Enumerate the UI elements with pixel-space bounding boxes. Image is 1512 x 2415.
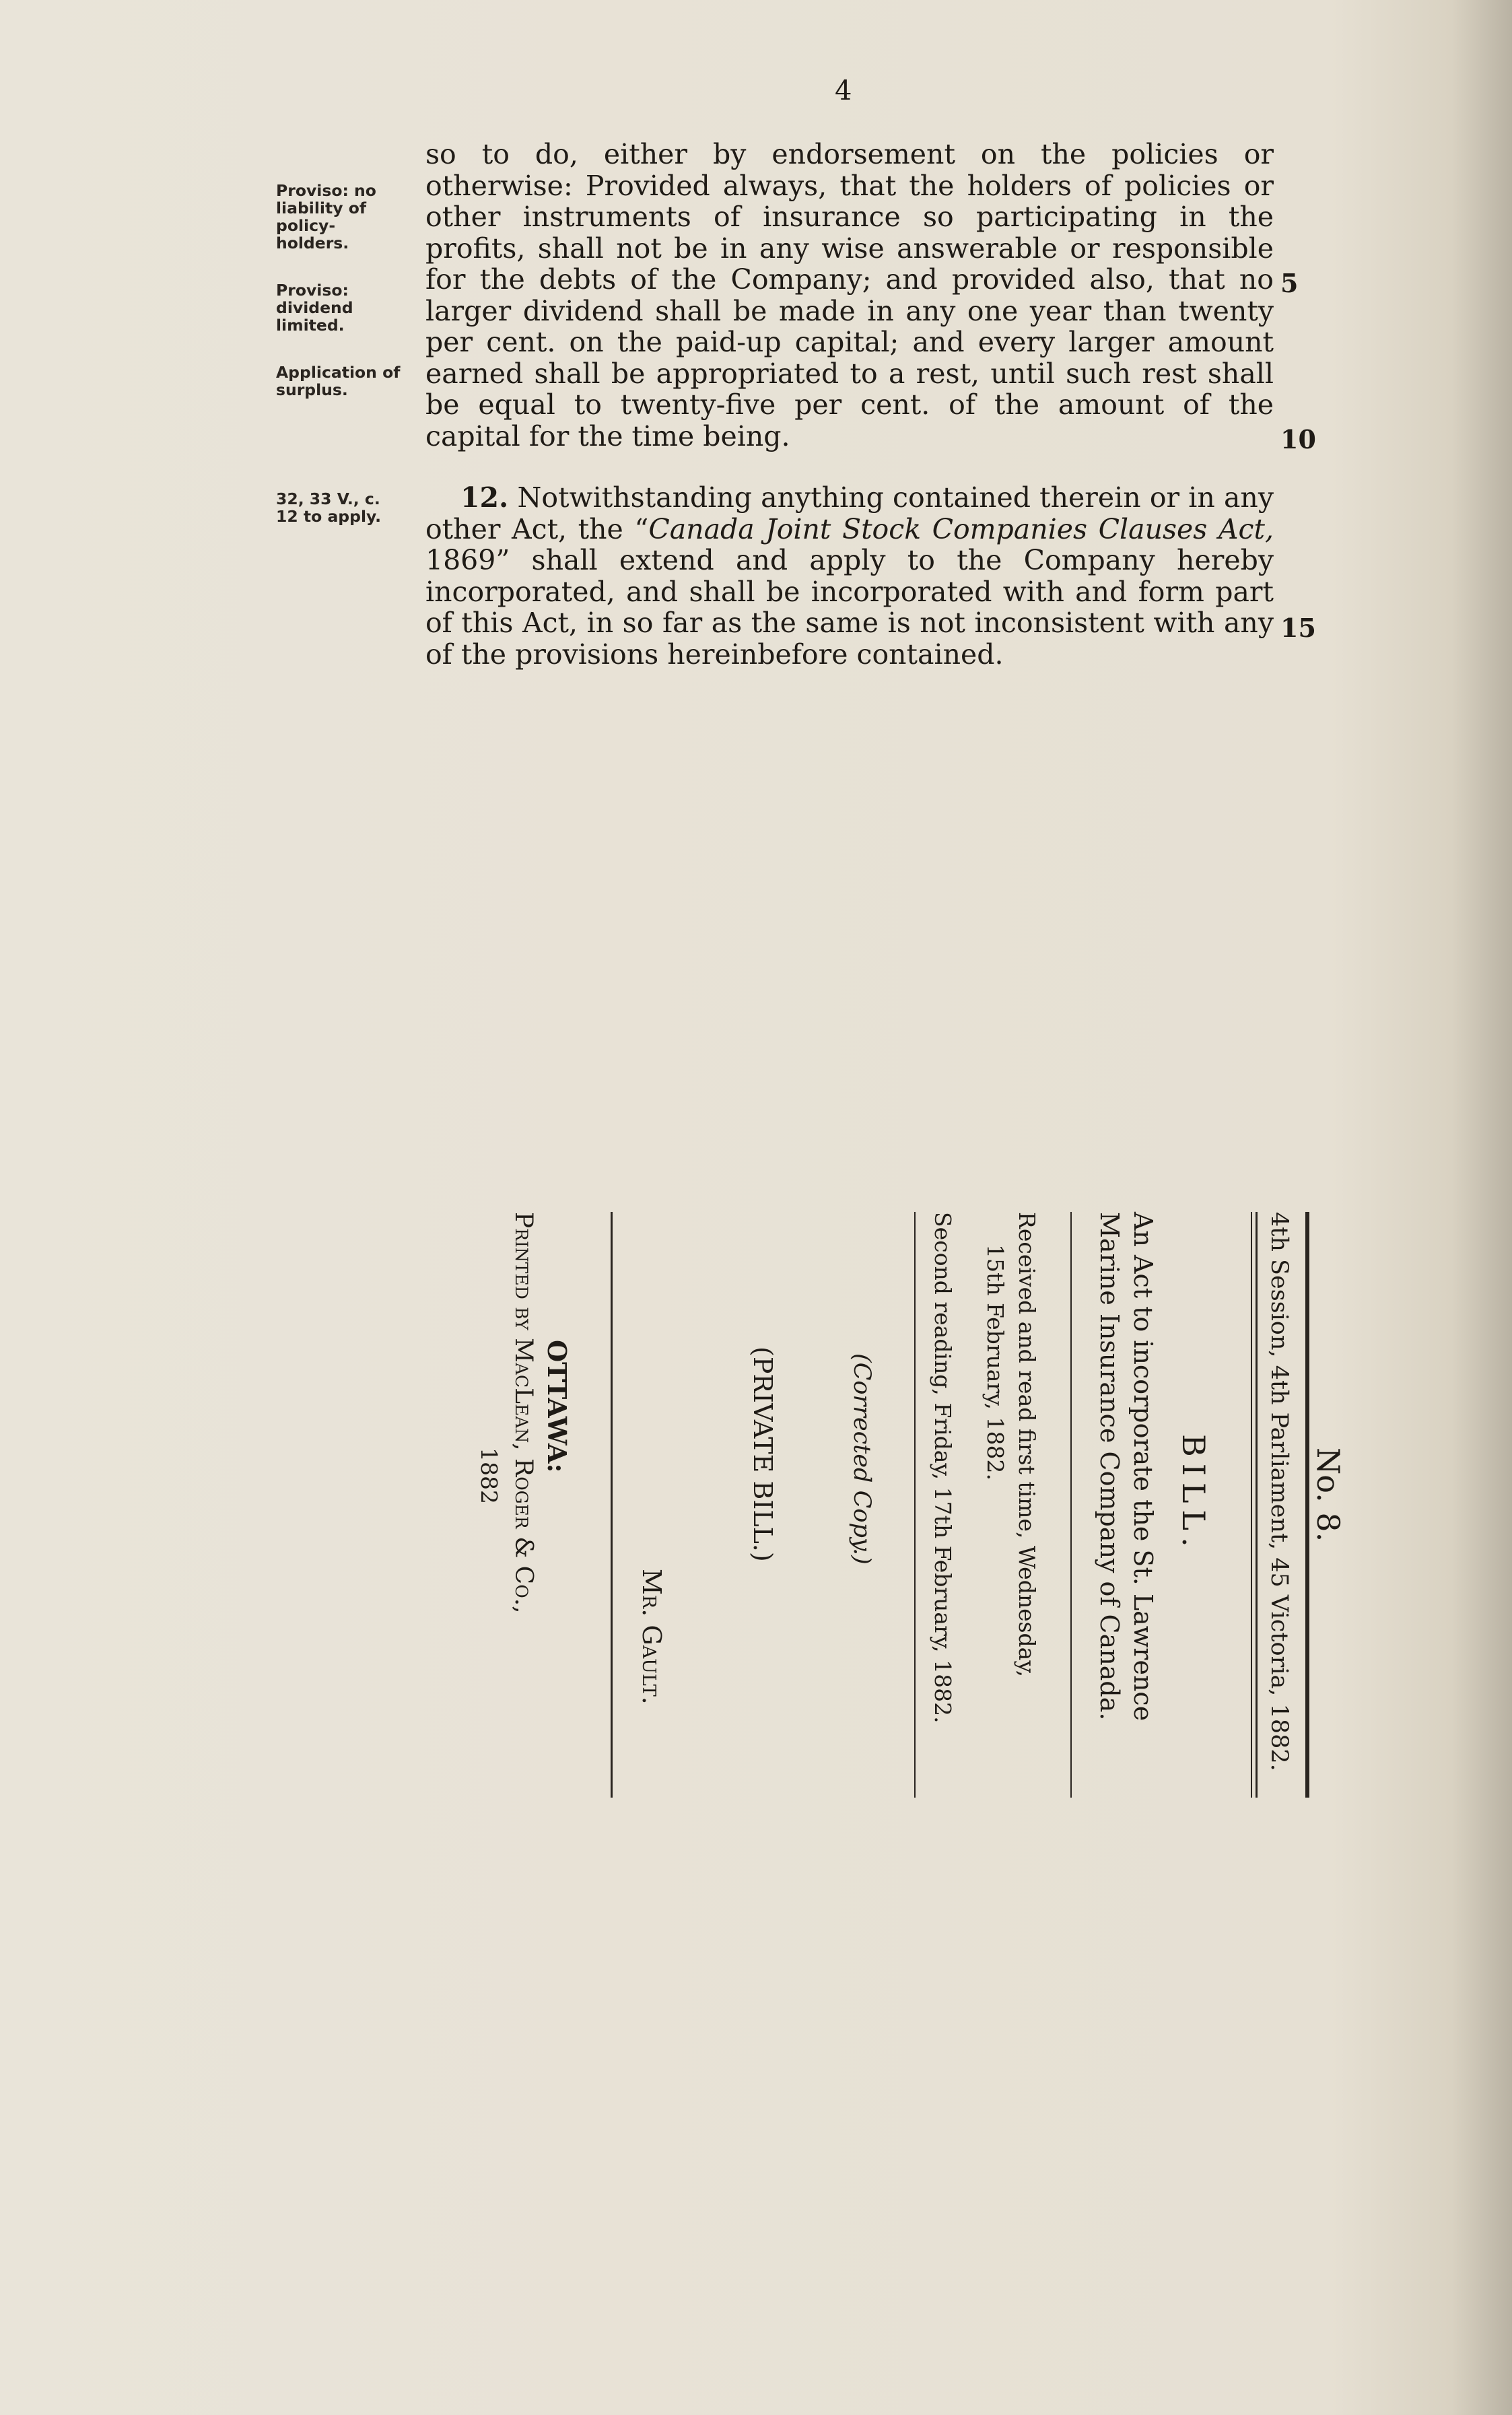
received-line-1: Received and read first time, Wednesday, xyxy=(1014,1212,1040,1678)
paragraph-2 xyxy=(425,482,1274,670)
bill-title-line-1: An Act to incorporate the St. Lawrence xyxy=(1128,1212,1158,1722)
imprint-city: OTTAWA: xyxy=(542,1340,572,1473)
section-12 xyxy=(425,482,1274,670)
margin-note-application: Application of surplus. xyxy=(276,363,401,399)
act-title: Canada Joint Stock Companies Clauses Act, xyxy=(648,512,1274,545)
rule-lower xyxy=(914,1212,916,1798)
rule-thick xyxy=(1305,1212,1309,1798)
line-number-15: 15 xyxy=(1280,613,1316,643)
margin-note-proviso-dividend: Proviso: dividend limited. xyxy=(276,281,353,335)
imprint-printer: Printed by MacLean, Roger & Co., xyxy=(510,1212,537,1614)
rule-mid xyxy=(1070,1212,1072,1798)
bill-title-line-2: Marine Insurance Company of Canada. xyxy=(1095,1212,1124,1721)
margin-note-act-apply: 32, 33 V., c. 12 to apply. xyxy=(276,489,382,526)
received-line-2: 15th February, 1882. xyxy=(982,1244,1008,1481)
bill-label: BILL. xyxy=(1175,1434,1212,1554)
line-number-5: 5 xyxy=(1280,268,1299,298)
paragraph-2-text-b: 1869” shall extend and apply to the Company hereby incorporated, and shall be incorporated with and form part of this Act, in so far as the same is not inconsistent with any of the provisions hereinbefore contained. xyxy=(425,544,1274,671)
paragraph-1: so to do, either by endorsement on the policies or otherwise: Provided always, that the holders of policies or other instruments of insurance so participating in the profits, shall not be in any wise answerable or responsible for the debts of the Company; and provided also, that no larger dividend shall be made in any one year than twenty per cent. on the paid-up capital; and every larger amount earned shall be appropriated to a rest, until such rest shall be equal to twenty-five per cent. of the amount of the capital for the time being. xyxy=(425,138,1274,452)
margin-note-proviso-liability: Proviso: no liability of policy-holders. xyxy=(276,181,376,252)
imprint-year: 1882 xyxy=(476,1448,502,1504)
line-number-10: 10 xyxy=(1280,424,1316,454)
private-bill-label: (PRIVATE BILL.) xyxy=(748,1347,778,1562)
rule-bottom xyxy=(611,1212,613,1798)
section-11-continuation xyxy=(425,139,1274,452)
rule-double-a xyxy=(1256,1212,1258,1798)
rule-double-b xyxy=(1251,1212,1252,1798)
paragraph-2-text-a: Notwithstanding anything contained therein or in any other Act, the “ xyxy=(425,481,1274,545)
session-line: 4th Session, 4th Parliament, 45 Victoria, 1882. xyxy=(1266,1212,1293,1771)
page-number: 4 xyxy=(835,75,852,106)
second-reading-line: Second reading, Friday, 17th February, 1882. xyxy=(930,1212,956,1724)
sponsor-name: Mr. Gault. xyxy=(637,1569,666,1705)
bill-backing xyxy=(108,1212,1387,1798)
section-number: 12. xyxy=(460,481,509,514)
bill-number: No. 8. xyxy=(1310,1448,1346,1542)
corrected-copy: (Corrected Copy.) xyxy=(848,1353,875,1565)
